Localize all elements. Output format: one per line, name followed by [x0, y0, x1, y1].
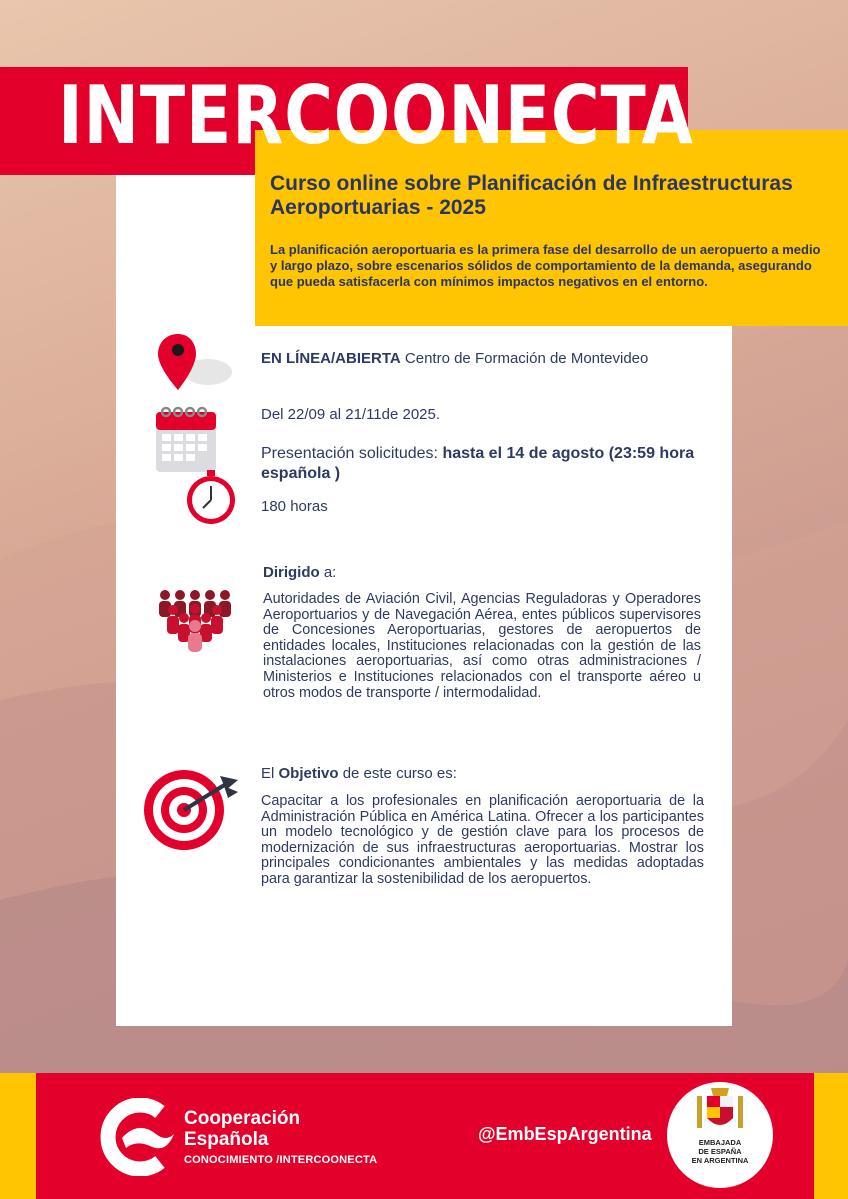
- org-name-line1: Cooperación: [184, 1108, 301, 1129]
- course-description: La planificación aeroportuaria es la primera fase del desarrollo de un aeropuerto a medio y largo plazo, sobre escenarios sólidos de comportamiento de la demanda, asegurando que pueda satisfacerla con mínimos impactos negativos en el entorno.: [270, 242, 821, 289]
- org-name-line2: Española: [184, 1129, 269, 1150]
- audience-label-bold: Dirigido: [263, 564, 320, 581]
- location-line: [261, 349, 721, 368]
- audience-label: [263, 563, 563, 582]
- objective-label-pre: El: [261, 765, 279, 782]
- embassy-line2: DE ESPAÑA: [698, 1147, 742, 1156]
- applications-line: [261, 444, 701, 484]
- embassy-text: [667, 1138, 773, 1165]
- target-icon: [142, 768, 242, 854]
- spain-coat-of-arms-icon: [693, 1084, 747, 1136]
- cooperacion-logo-icon: [100, 1098, 174, 1176]
- audience-label-rest: a:: [319, 564, 337, 581]
- objective-label-bold: Objetivo: [278, 765, 339, 782]
- stopwatch-icon: [183, 468, 239, 526]
- page-title: INTERCOONECTA: [58, 69, 694, 162]
- org-name: [184, 1108, 300, 1150]
- course-hours: 180 horas: [261, 498, 328, 515]
- org-subtitle: CONOCIMIENTO /INTERCOONECTA: [184, 1154, 378, 1166]
- audience-text: Autoridades de Aviación Civil, Agencias Reguladoras y Operadores Aeroportuarios y de Navegación Aérea, entes públicos supervisores de Concesiones Aeroportuarias, gestores de aeropuertos de entidades locales, Instituciones relacionadas con la gestión de las instalaciones aeroportuarias, así como otras administraciones / Ministerios e Instituciones relacionados con el transporte aéreo u otros modos de transporte / intermodalidad.: [263, 591, 701, 701]
- course-title: Curso online sobre Planificación de Infraestructuras Aeroportuarias - 2025: [270, 172, 793, 219]
- people-group-icon: [156, 588, 234, 654]
- objective-label-post: de este curso es:: [338, 765, 457, 782]
- objective-text: Capacitar a los profesionales en planificación aeroportuaria de la Administración Pública en América Latina. Ofrecer a los participantes un modelo tecnológico y de gestión clave para los procesos de modernización de sus infraestructuras aeroportuarias. Mostrar los principales condicionantes ambientales y las medidas adoptadas para garantizar la sostenibilidad de los aeropuertos.: [261, 793, 704, 887]
- location-center: Centro de Formación de Montevideo: [400, 350, 649, 367]
- location-pin-icon: [150, 330, 235, 395]
- social-handle[interactable]: @EmbEspArgentina: [478, 1124, 652, 1144]
- objective-label: [261, 764, 561, 783]
- embassy-line3: EN ARGENTINA: [691, 1156, 749, 1165]
- calendar-icon: [154, 404, 218, 474]
- date-range: Del 22/09 al 21/11de 2025.: [261, 406, 441, 423]
- applications-label: Presentación solicitudes:: [261, 445, 443, 462]
- embassy-line1: EMBAJADA: [698, 1138, 742, 1147]
- location-mode: EN LÍNEA/ABIERTA: [261, 350, 401, 367]
- applications-deadline: hasta el 14 de agosto (23:59 hora española ): [261, 445, 695, 482]
